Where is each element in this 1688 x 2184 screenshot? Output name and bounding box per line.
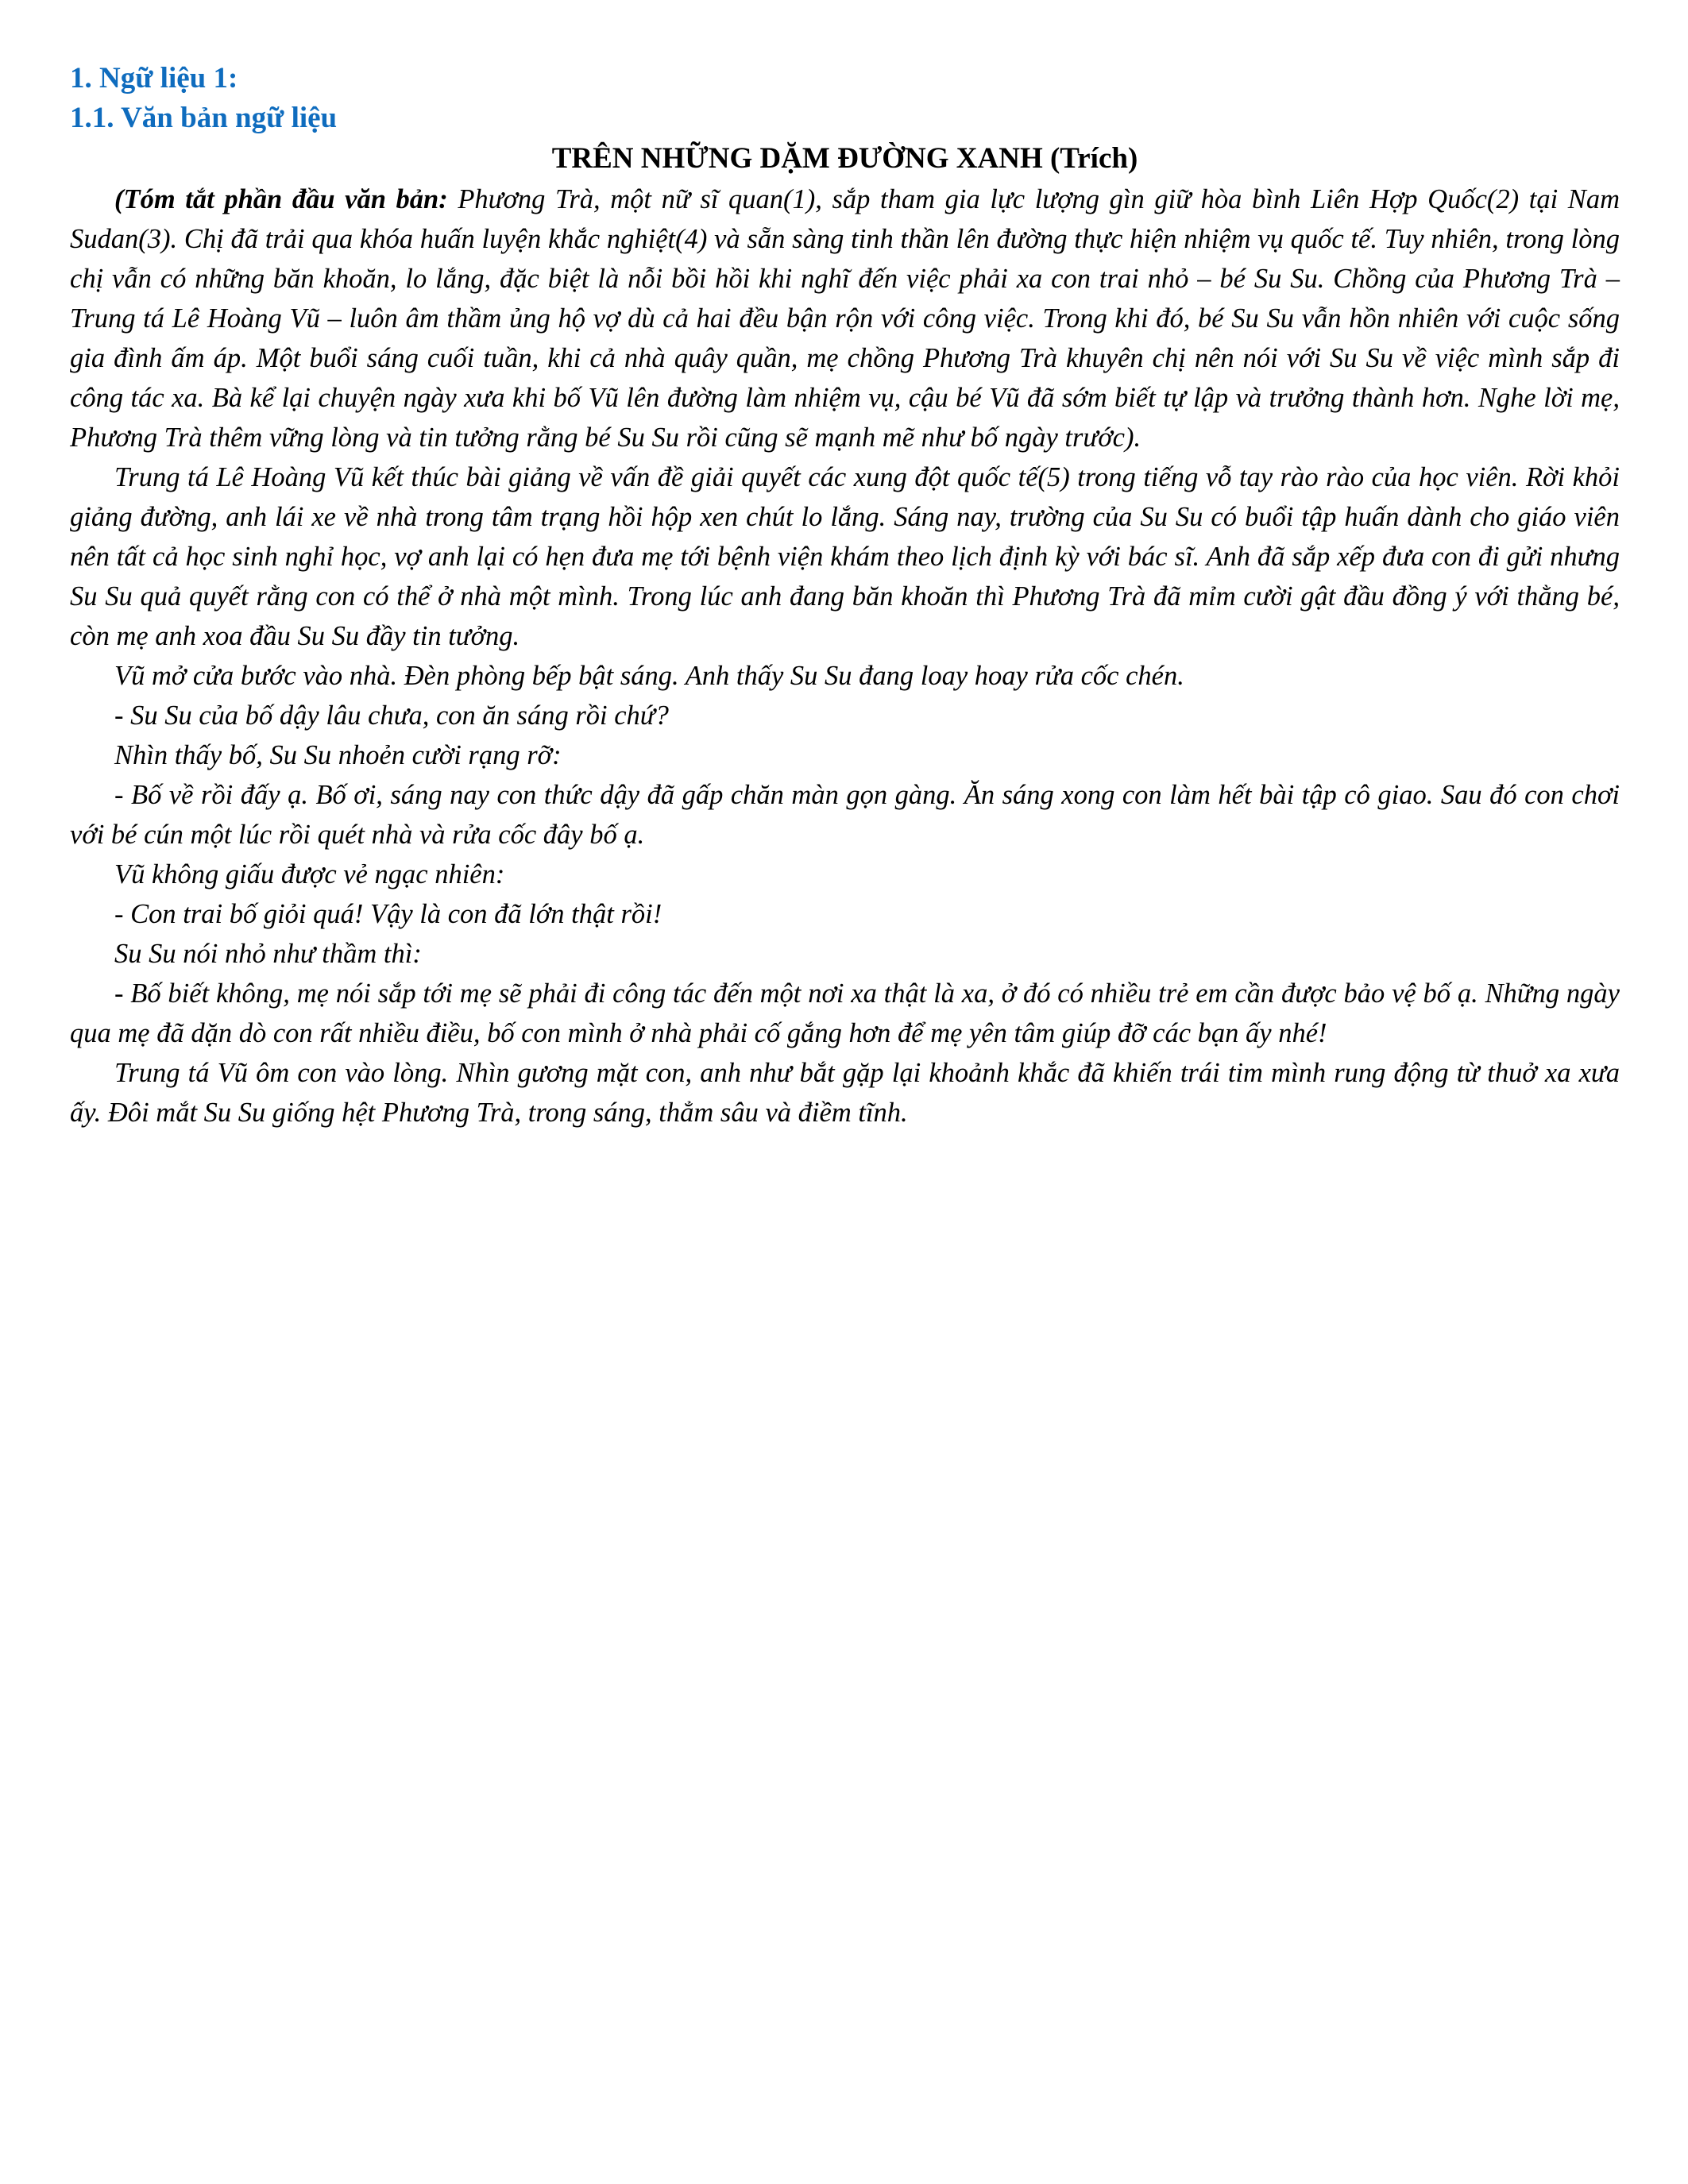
dialogue-line: - Bố biết không, mẹ nói sắp tới mẹ sẽ phải đi công tác đến một nơi xa thật là xa, ở đó có nhiều trẻ em cần được bảo vệ bố ạ. Những ngày qua mẹ đã dặn dò con rất nhiều điều, bố con mình ở nhà phải cố gắng hơn để mẹ yên tâm giúp đỡ các bạn ấy nhé! <box>70 978 1620 1048</box>
paragraph: Nhìn thấy bố, Su Su nhoẻn cười rạng rỡ: <box>114 740 562 770</box>
dialogue-line: - Su Su của bố dậy lâu chưa, con ăn sáng rồi chứ? <box>114 700 669 731</box>
paragraph: Su Su nói nhỏ như thầm thì: <box>114 939 422 969</box>
summary-body: Phương Trà, một nữ sĩ quan(1), sắp tham gia lực lượng gìn giữ hòa bình Liên Hợp Quốc(2) tại Nam Sudan(3). Chị đã trải qua khóa huấn luyện khắc nghiệt(4) và sẵn sàng tinh thần lên đường thực hiện nhiệm vụ quốc tế. Tuy nhiên, trong lòng chị vẫn có những băn khoăn, lo lắng, đặc biệt là nỗi bồi hồi khi nghĩ đến việc phải xa con trai nhỏ – bé Su Su. Chồng của Phương Trà – Trung tá Lê Hoàng Vũ – luôn âm thầm ủng hộ vợ dù cả hai đều bận rộn với công việc. Trong khi đó, bé Su Su vẫn hồn nhiên với cuộc sống gia đình ấm áp. Một buổi sáng cuối tuần, khi cả nhà quây quần, mẹ chồng Phương Trà khuyên chị nên nói với Su Su về việc mình sắp đi công tác xa. Bà kể lại chuyện ngày xưa khi bố Vũ lên đường làm nhiệm vụ, cậu bé Vũ đã sớm biết tự lập và trưởng thành hơn. Nghe lời mẹ, Phương Trà thêm vững lòng và tin tưởng rằng bé Su Su rồi cũng sẽ mạnh mẽ như bố ngày trước). <box>70 184 1620 453</box>
dialogue-line: - Con trai bố giỏi quá! Vậy là con đã lớn thật rồi! <box>114 899 662 929</box>
paragraph: Vũ không giấu được vẻ ngạc nhiên: <box>114 859 505 889</box>
summary-paragraph <box>70 179 1620 457</box>
page-title: TRÊN NHỮNG DẶM ĐƯỜNG XANH (Trích) <box>551 142 1138 175</box>
paragraph: Vũ mở cửa bước vào nhà. Đèn phòng bếp bật sáng. Anh thấy Su Su đang loay hoay rửa cốc chén. <box>114 661 1184 691</box>
paragraph: Trung tá Lê Hoàng Vũ kết thúc bài giảng về vấn đề giải quyết các xung đột quốc tế(5) trong tiếng vỗ tay rào rào của học viên. Rời khỏi giảng đường, anh lái xe về nhà trong tâm trạng hồi hộp xen chút lo lắng. Sáng nay, trường của Su Su có buổi tập huấn dành cho giáo viên nên tất cả học sinh nghỉ học, vợ anh lại có hẹn đưa mẹ tới bệnh viện khám theo lịch định kỳ với bác sĩ. Anh đã sắp xếp đưa con đi gửi nhưng Su Su quả quyết rằng con có thể ở nhà một mình. Trong lúc anh đang băn khoăn thì Phương Trà đã mỉm cười gật đầu đồng ý với thằng bé, còn mẹ anh xoa đầu Su Su đầy tin tưởng. <box>70 462 1620 651</box>
section-heading-1: 1. Ngữ liệu 1: <box>70 62 238 95</box>
summary-lead: (Tóm tắt phần đầu văn bản: <box>114 184 448 214</box>
paragraph: Trung tá Vũ ôm con vào lòng. Nhìn gương mặt con, anh như bắt gặp lại khoảnh khắc đã khiến trái tim mình rung động từ thuở xa xưa ấy. Đôi mắt Su Su giống hệt Phương Trà, trong sáng, thẳm sâu và điềm tĩnh. <box>70 1058 1620 1128</box>
dialogue-line: - Bố về rồi đấy ạ. Bố ơi, sáng nay con thức dậy đã gấp chăn màn gọn gàng. Ăn sáng xong con làm hết bài tập cô giao. Sau đó con chơi với bé cún một lúc rồi quét nhà và rửa cốc đây bố ạ. <box>70 780 1620 850</box>
section-heading-1-1: 1.1. Văn bản ngữ liệu <box>70 102 338 134</box>
